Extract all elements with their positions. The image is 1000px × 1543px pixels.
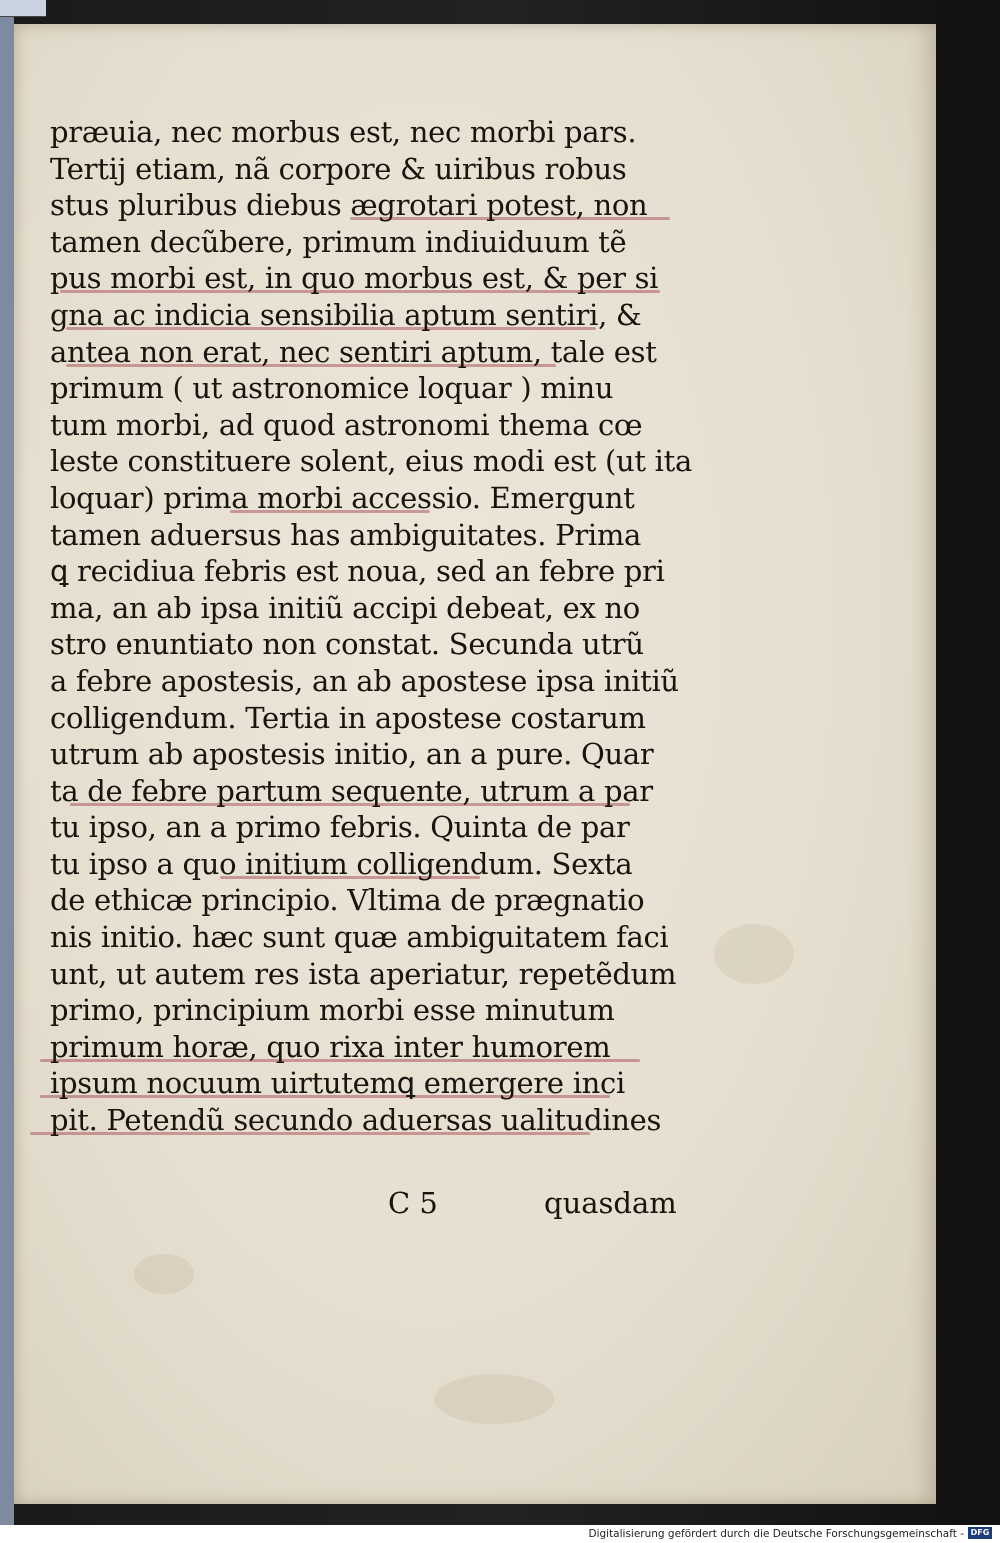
text-line-content: a febre apostesis, an ab apostese ipsa initiũ xyxy=(50,663,679,698)
text-line-content: ta de febre partum sequente, utrum a par xyxy=(50,773,653,808)
text-line xyxy=(50,443,692,480)
text-line xyxy=(50,736,670,773)
text-line-content: stus pluribus diebus ægrotari potest, non xyxy=(50,188,648,223)
text-line-content: stro enuntiato non constat. Secunda utrũ xyxy=(50,627,644,662)
text-line xyxy=(50,626,670,663)
text-line xyxy=(50,882,670,919)
text-line-content: ipsum nocuum uirtutemꝗ emergere inci xyxy=(50,1066,625,1101)
text-line-content: gna ac indicia sensibilia aptum sentiri, & xyxy=(50,297,642,332)
text-line xyxy=(50,151,670,188)
text-line-content: leste constituere solent, eius modi est (ut ita xyxy=(50,444,692,479)
text-line xyxy=(50,553,670,590)
foxing-stain xyxy=(434,1374,554,1424)
text-line xyxy=(50,846,670,883)
text-line xyxy=(50,517,670,554)
foxing-stain xyxy=(134,1254,194,1294)
text-line-content: de ethicæ principio. Vltima de prægnatio xyxy=(50,883,645,918)
text-line-content: tu ipso a quo initium colligendum. Sexta xyxy=(50,846,633,881)
page-footer xyxy=(50,1186,677,1226)
text-line xyxy=(50,956,677,993)
text-line xyxy=(50,187,670,224)
text-line-content: utrum ab apostesis initio, an a pure. Quar xyxy=(50,737,654,772)
text-line-content: tamen aduersus has ambiguitates. Prima xyxy=(50,517,642,552)
digitization-credit: Digitalisierung gefördert durch die Deutsche Forschungsgemeinschaft - xyxy=(588,1528,964,1540)
text-line xyxy=(50,370,670,407)
text-line-content: ꝗ recidiua febris est noua, sed an febre pri xyxy=(50,554,665,589)
text-line xyxy=(50,809,670,846)
text-line xyxy=(50,407,670,444)
text-line-content: tamen decũbere, primum indiuiduum tẽ xyxy=(50,224,627,259)
text-line-content: primum horæ, quo rixa inter humorem xyxy=(50,1029,611,1064)
text-line-content: præuia, nec morbus est, nec morbi pars. xyxy=(50,115,637,149)
page-text-block xyxy=(50,114,692,1139)
text-line-content: unt, ut autem res ista aperiatur, repetẽdum xyxy=(50,956,677,991)
spine-label xyxy=(0,0,46,17)
text-line xyxy=(50,992,670,1029)
text-line xyxy=(50,919,670,956)
foxing-stain xyxy=(714,924,794,984)
text-line-content: Tertij etiam, nã corpore & uiribus robus xyxy=(50,151,627,186)
text-line xyxy=(50,773,670,810)
text-line xyxy=(50,1065,670,1102)
text-line xyxy=(50,590,670,627)
catchword: quasdam xyxy=(544,1186,677,1220)
text-line-content: primum ( ut astronomice loquar ) minu xyxy=(50,371,614,406)
text-line xyxy=(50,700,670,737)
text-line xyxy=(50,297,670,334)
text-line xyxy=(50,1029,670,1066)
text-line xyxy=(50,260,670,297)
text-line xyxy=(50,114,670,151)
text-line xyxy=(50,334,670,371)
text-line-content: pit. Petendũ secundo aduersas ualitudines xyxy=(50,1103,662,1138)
text-line-content: pus morbi est, in quo morbus est, & per si xyxy=(50,261,659,296)
text-line xyxy=(50,480,670,517)
signature-mark: C 5 xyxy=(388,1186,438,1220)
dfg-logo: DFG xyxy=(968,1527,992,1539)
text-line xyxy=(50,663,679,700)
text-line-content: primo, principium morbi esse minutum xyxy=(50,993,615,1028)
text-line xyxy=(50,1102,670,1139)
text-line-content: nis initio. hæc sunt quæ ambiguitatem faci xyxy=(50,920,669,955)
text-line-content: colligendum. Tertia in apostese costarum xyxy=(50,700,646,735)
text-line-content: tu ipso, an a primo febris. Quinta de par xyxy=(50,810,630,845)
text-line-content: antea non erat, nec sentiri aptum, tale est xyxy=(50,334,657,369)
text-line xyxy=(50,224,670,261)
text-line-content: loquar) prima morbi accessio. Emergunt xyxy=(50,480,635,515)
text-line-content: ma, an ab ipsa initiũ accipi debeat, ex no xyxy=(50,590,640,625)
text-line-content: tum morbi, ad quod astronomi thema cœ xyxy=(50,407,643,442)
spine-strip xyxy=(0,0,14,1525)
